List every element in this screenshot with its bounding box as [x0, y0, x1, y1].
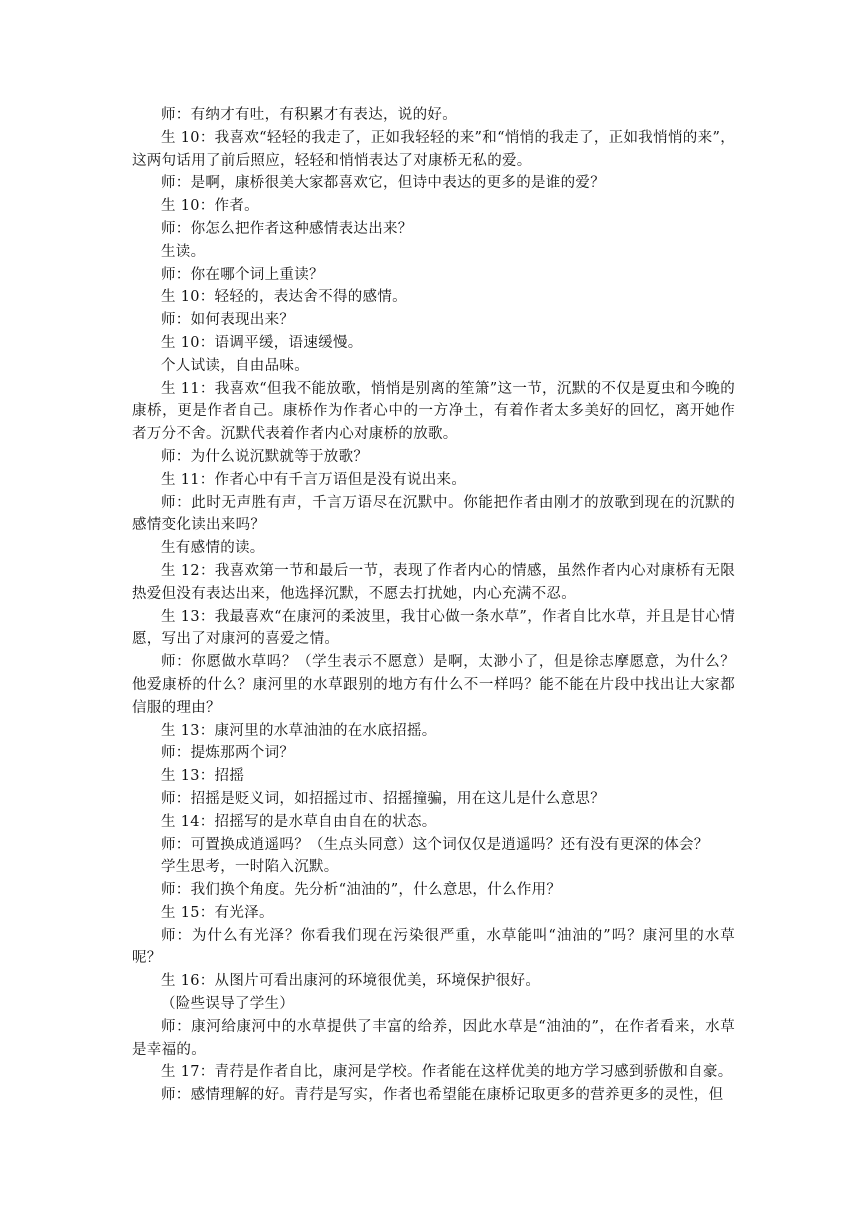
paragraph: 师：为什么说沉默就等于放歌？ — [161, 448, 369, 465]
paragraph: 师：为什么有光泽？你看我们现在污染很严重，水草能叫“油油的”吗？康河里的水草呢？ — [132, 927, 735, 967]
paragraph: （险些误导了学生） — [161, 996, 295, 1013]
paragraph: 生 10：我喜欢“轻轻的我走了，正如我轻轻的来”和“悄悄的我走了，正如我悄悄的来”，这两句话用了前后照应，轻轻和悄悄表达了对康桥无私的爱。 — [132, 129, 735, 169]
paragraph: 生 12：我喜欢第一节和最后一节，表现了作者内心的情感，虽然作者内心对康桥有无限热爱但没有表达出来，他选择沉默，不愿去打扰她，内心充满不忍。 — [132, 562, 735, 602]
paragraph: 生 17：青荇是作者自比，康河是学校。作者能在这样优美的地方学习感到骄傲和自豪。 — [161, 1064, 733, 1081]
paragraph: 师：提炼那两个词？ — [161, 745, 295, 762]
paragraph: 师：康河给康河中的水草提供了丰富的给养，因此水草是“油油的”，在作者看来，水草是幸福的。 — [132, 1018, 735, 1058]
paragraph: 师：你愿做水草吗？（学生表示不愿意）是啊，太渺小了，但是徐志摩愿意，为什么？他爱康桥的什么？康河里的水草跟别的地方有什么不一样吗？能不能在片段中找出让大家都信服的理由？ — [132, 654, 735, 716]
paragraph: 师：是啊，康桥很美大家都喜欢它，但诗中表达的更多的是谁的爱？ — [161, 175, 605, 192]
paragraph: 生读。 — [161, 243, 206, 260]
paragraph: 师：你怎么把作者这种感情表达出来？ — [161, 220, 413, 237]
paragraph: 师：感情理解的好。青荇是写实，作者也希望能在康桥记取更多的营养更多的灵性，但 — [161, 1087, 724, 1104]
paragraph: 生 10：作者。 — [161, 198, 259, 215]
paragraph: 学生思考，一时陷入沉默。 — [161, 859, 339, 876]
paragraph: 师：此时无声胜有声，千言万语尽在沉默中。你能把作者由刚才的放歌到现在的沉默的感情变化读出来吗？ — [132, 494, 735, 534]
paragraph: 生 10：轻轻的，表达舍不得的感情。 — [161, 289, 407, 306]
paragraph: 生 11：作者心中有千言万语但是没有说出来。 — [161, 471, 467, 488]
paragraph: 生 13：招摇 — [161, 768, 245, 785]
paragraph: 生有感情的读。 — [161, 540, 265, 557]
paragraph: 生 13：康河里的水草油油的在水底招摇。 — [161, 722, 437, 739]
paragraph: 生 11：我喜欢“但我不能放歌，悄悄是别离的笙箫”这一节，沉默的不仅是夏虫和今晚的康桥，更是作者自己。康桥作为作者心中的一方净土，有着作者太多美好的回忆，离开她作者万分不舍。沉默代表着作者内心对康桥的放歌。 — [132, 380, 735, 443]
document-body — [132, 104, 735, 1107]
paragraph: 师：你在哪个词上重读？ — [161, 266, 324, 283]
paragraph: 师：我们换个角度。先分析“油油的”，什么意思，什么作用？ — [161, 882, 562, 899]
paragraph: 师：招摇是贬义词，如招摇过市、招摇撞骗，用在这儿是什么意思？ — [161, 790, 605, 807]
paragraph: 师：如何表现出来？ — [161, 312, 295, 329]
paragraph: 生 13：我最喜欢“在康河的柔波里，我甘心做一条水草”，作者自比水草，并且是甘心情愿，写出了对康河的喜爱之情。 — [132, 608, 735, 648]
paragraph: 生 10：语调平缓，语速缓慢。 — [161, 334, 363, 351]
paragraph: 生 16：从图片可看出康河的环境很优美，环境保护很好。 — [161, 973, 541, 990]
paragraph: 师：可置换成逍遥吗？（生点头同意）这个词仅仅是逍遥吗？还有没有更深的体会？ — [161, 836, 709, 853]
paragraph: 师：有纳才有吐，有积累才有表达，说的好。 — [161, 107, 457, 123]
paragraph: 生 15：有光泽。 — [161, 904, 274, 921]
paragraph: 个人试读，自由品味。 — [161, 357, 309, 374]
paragraph: 生 14：招摇写的是水草自由自在的状态。 — [161, 813, 437, 830]
